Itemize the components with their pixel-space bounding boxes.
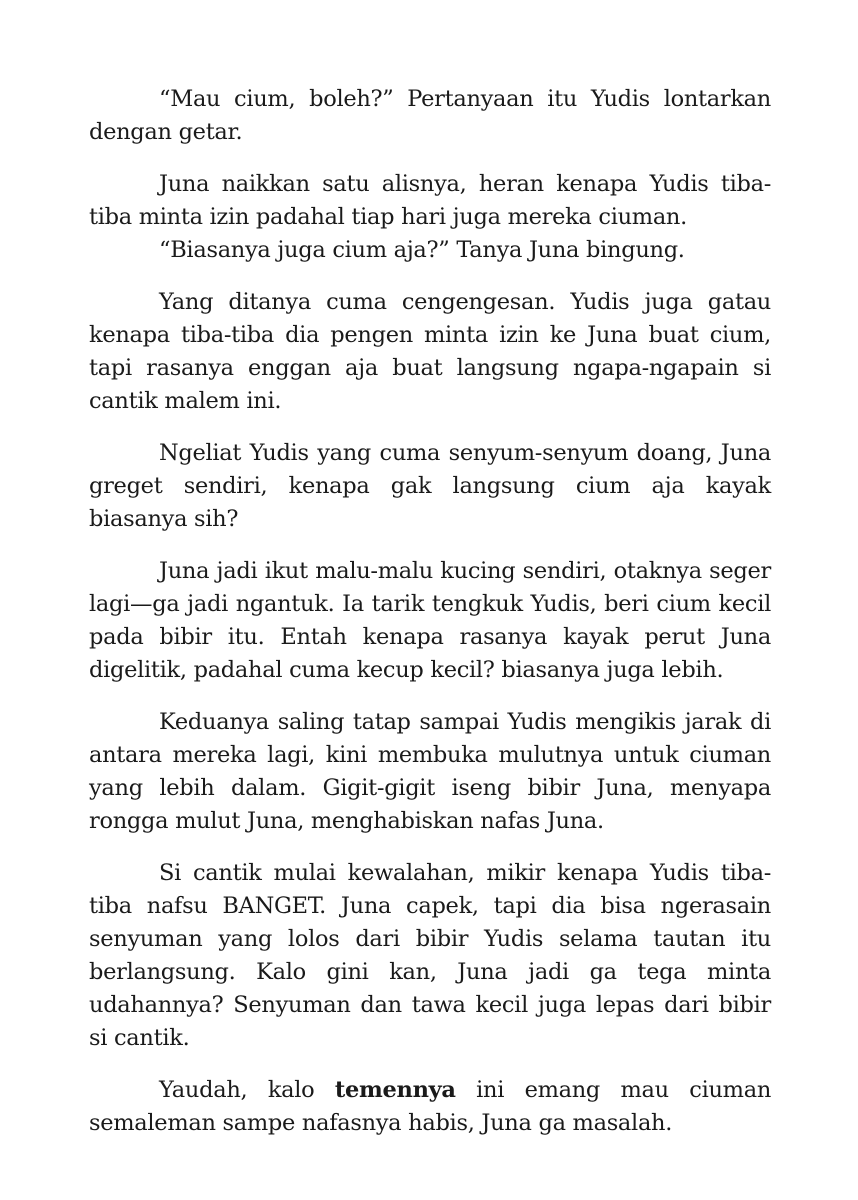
document-page	[89, 83, 771, 1159]
paragraph-3: “Biasanya juga cium aja?” Tanya Juna bingung.	[159, 237, 685, 263]
paragraph-2: Juna naikkan satu alisnya, heran kenapa Yudis tiba-tiba minta izin padahal tiap hari juga mereka ciuman.	[89, 171, 771, 230]
bold-word: temennya	[334, 1077, 456, 1103]
paragraph-7: Keduanya saling tatap sampai Yudis mengikis jarak di antara mereka lagi, kini membuka mulutnya untuk ciuman yang lebih dalam. Gigit-gigit iseng bibir Juna, menyapa rongga mulut Juna, menghabiskan nafas Juna.	[89, 709, 771, 834]
paragraph-9-end: ini emang mau ciuman semaleman sampe nafasnya habis, Juna ga masalah.	[89, 1077, 772, 1136]
paragraph-6: Juna jadi ikut malu-malu kucing sendiri, otaknya seger lagi—ga jadi ngantuk. Ia tarik tengkuk Yudis, beri cium kecil pada bibir itu. Entah kenapa rasanya kayak perut Juna digelitik, padahal cuma kecup kecil? biasanya juga lebih.	[89, 558, 771, 683]
paragraph-9	[89, 1074, 771, 1140]
paragraph-9-start: Yaudah, kalo	[159, 1077, 335, 1103]
paragraph-5: Ngeliat Yudis yang cuma senyum-senyum doang, Juna greget sendiri, kenapa gak langsung cium aja kayak biasanya sih?	[89, 440, 771, 532]
paragraph-4: Yang ditanya cuma cengengesan. Yudis juga gatau kenapa tiba-tiba dia pengen minta izin ke Juna buat cium, tapi rasanya enggan aja buat langsung ngapa-ngapain si cantik malem ini.	[89, 289, 771, 414]
paragraph-8: Si cantik mulai kewalahan, mikir kenapa Yudis tiba-tiba nafsu BANGET. Juna capek, tapi dia bisa ngerasain senyuman yang lolos dari bibir Yudis selama tautan itu berlangsung. Kalo gini kan, Juna jadi ga tega minta udahannya? Senyuman dan tawa kecil juga lepas dari bibir si cantik.	[89, 860, 771, 1051]
paragraph-1: “Mau cium, boleh?” Pertanyaan itu Yudis lontarkan dengan getar.	[89, 86, 771, 145]
